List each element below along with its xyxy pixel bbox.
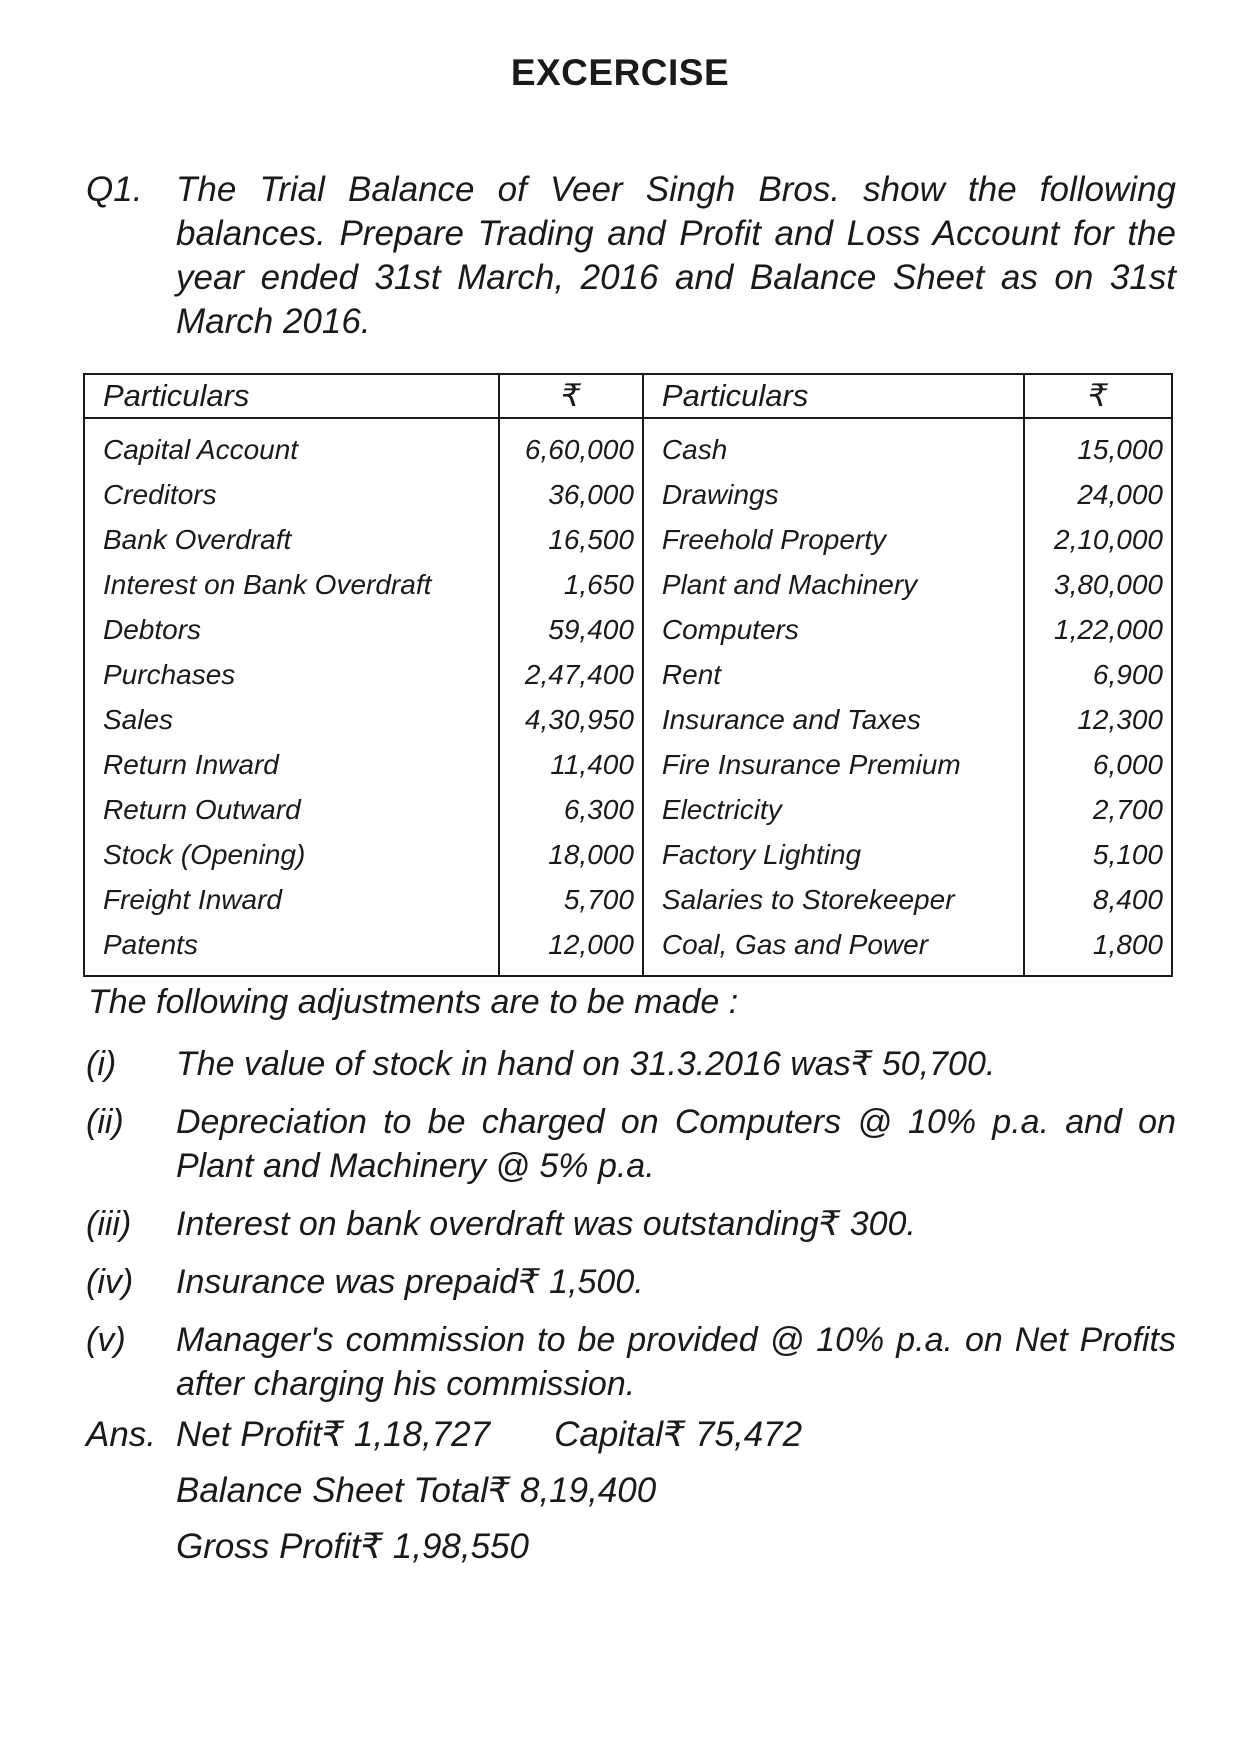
cell-particulars-left: Debtors (84, 607, 499, 652)
cell-amount-right: 2,10,000 (1024, 517, 1172, 562)
cell-particulars-right: Coal, Gas and Power (643, 922, 1024, 976)
cell-amount-left: 59,400 (499, 607, 643, 652)
header-amount-left: ₹ (499, 374, 643, 418)
cell-amount-right: 24,000 (1024, 472, 1172, 517)
table-row (84, 472, 1172, 517)
cell-amount-right: 3,80,000 (1024, 562, 1172, 607)
cell-particulars-right: Computers (643, 607, 1024, 652)
table-row (84, 877, 1172, 922)
adjustment-text: Interest on bank overdraft was outstanding₹ 300. (176, 1205, 916, 1243)
adjustments-list (86, 1042, 1176, 1420)
cell-particulars-right: Cash (643, 418, 1024, 472)
cell-amount-left: 6,300 (499, 787, 643, 832)
table-row (84, 418, 1172, 472)
cell-amount-right: 1,800 (1024, 922, 1172, 976)
adjustment-number: (i) (86, 1045, 117, 1083)
table-row (84, 742, 1172, 787)
cell-particulars-left: Purchases (84, 652, 499, 697)
cell-particulars-right: Plant and Machinery (643, 562, 1024, 607)
table-row (84, 697, 1172, 742)
cell-particulars-left: Return Outward (84, 787, 499, 832)
cell-amount-left: 2,47,400 (499, 652, 643, 697)
adjustment-item (86, 1260, 1176, 1304)
cell-particulars-left: Patents (84, 922, 499, 976)
cell-amount-left: 1,650 (499, 562, 643, 607)
cell-particulars-left: Bank Overdraft (84, 517, 499, 562)
cell-amount-right: 5,100 (1024, 832, 1172, 877)
question-text: The Trial Balance of Veer Singh Bros. show the following balances. Prepare Trading and Profit and Loss Account for the year ended 31st March, 2016 and Balance Sheet as on 31st March 2016. (176, 170, 1176, 341)
answer-balance-sheet-total: Balance Sheet Total₹ 8,19,400 (176, 1471, 657, 1510)
table-row (84, 517, 1172, 562)
table-row (84, 787, 1172, 832)
cell-amount-right: 15,000 (1024, 418, 1172, 472)
header-amount-right: ₹ (1024, 374, 1172, 418)
cell-amount-right: 8,400 (1024, 877, 1172, 922)
adjustment-item (86, 1202, 1176, 1246)
cell-amount-left: 5,700 (499, 877, 643, 922)
cell-particulars-right: Rent (643, 652, 1024, 697)
question-block (86, 168, 1176, 344)
adjustment-text: The value of stock in hand on 31.3.2016 was₹ 50,700. (176, 1045, 996, 1083)
cell-particulars-left: Freight Inward (84, 877, 499, 922)
adjustment-item (86, 1042, 1176, 1086)
adjustment-item (86, 1100, 1176, 1188)
adjustment-number: (iii) (86, 1205, 132, 1243)
answer-capital: Capital₹ 75,472 (554, 1415, 803, 1454)
cell-particulars-left: Return Inward (84, 742, 499, 787)
table-row (84, 922, 1172, 976)
cell-particulars-right: Drawings (643, 472, 1024, 517)
adjustment-number: (ii) (86, 1103, 124, 1141)
question-number: Q1. (86, 170, 143, 209)
trial-balance-table (83, 373, 1173, 977)
cell-particulars-left: Interest on Bank Overdraft (84, 562, 499, 607)
cell-amount-left: 16,500 (499, 517, 643, 562)
adjustment-text: Manager's commission to be provided @ 10% p.a. on Net Profits after charging his commission. (176, 1321, 1176, 1403)
table-header-row (84, 374, 1172, 418)
header-particulars-left: Particulars (84, 374, 499, 418)
adjustments-title: The following adjustments are to be made : (88, 983, 739, 1021)
cell-amount-right: 12,300 (1024, 697, 1172, 742)
cell-amount-right: 6,900 (1024, 652, 1172, 697)
page-heading: EXCERCISE (510, 52, 730, 93)
cell-particulars-right: Salaries to Storekeeper (643, 877, 1024, 922)
cell-amount-left: 12,000 (499, 922, 643, 976)
cell-particulars-left: Sales (84, 697, 499, 742)
cell-particulars-right: Fire Insurance Premium (643, 742, 1024, 787)
cell-amount-left: 18,000 (499, 832, 643, 877)
adjustment-number: (iv) (86, 1263, 134, 1301)
table-row (84, 562, 1172, 607)
adjustment-number: (v) (86, 1321, 126, 1359)
cell-particulars-left: Capital Account (84, 418, 499, 472)
cell-amount-left: 6,60,000 (499, 418, 643, 472)
adjustment-text: Depreciation to be charged on Computers @ 10% p.a. and on Plant and Machinery @ 5% p.a. (176, 1103, 1176, 1185)
cell-amount-left: 11,400 (499, 742, 643, 787)
table-row (84, 652, 1172, 697)
cell-amount-right: 2,700 (1024, 787, 1172, 832)
cell-particulars-right: Electricity (643, 787, 1024, 832)
table-row (84, 607, 1172, 652)
header-particulars-right: Particulars (643, 374, 1024, 418)
answer-net-profit: Net Profit₹ 1,18,727 (176, 1415, 491, 1454)
cell-particulars-left: Creditors (84, 472, 499, 517)
answer-gross-profit: Gross Profit₹ 1,98,550 (176, 1527, 529, 1566)
cell-particulars-left: Stock (Opening) (84, 832, 499, 877)
answer-label: Ans. (86, 1415, 157, 1454)
table-row (84, 832, 1172, 877)
adjustment-item (86, 1318, 1176, 1406)
cell-particulars-right: Freehold Property (643, 517, 1024, 562)
cell-amount-right: 6,000 (1024, 742, 1172, 787)
cell-amount-right: 1,22,000 (1024, 607, 1172, 652)
adjustment-text: Insurance was prepaid₹ 1,500. (176, 1263, 644, 1301)
cell-particulars-right: Factory Lighting (643, 832, 1024, 877)
cell-particulars-right: Insurance and Taxes (643, 697, 1024, 742)
cell-amount-left: 4,30,950 (499, 697, 643, 742)
cell-amount-left: 36,000 (499, 472, 643, 517)
